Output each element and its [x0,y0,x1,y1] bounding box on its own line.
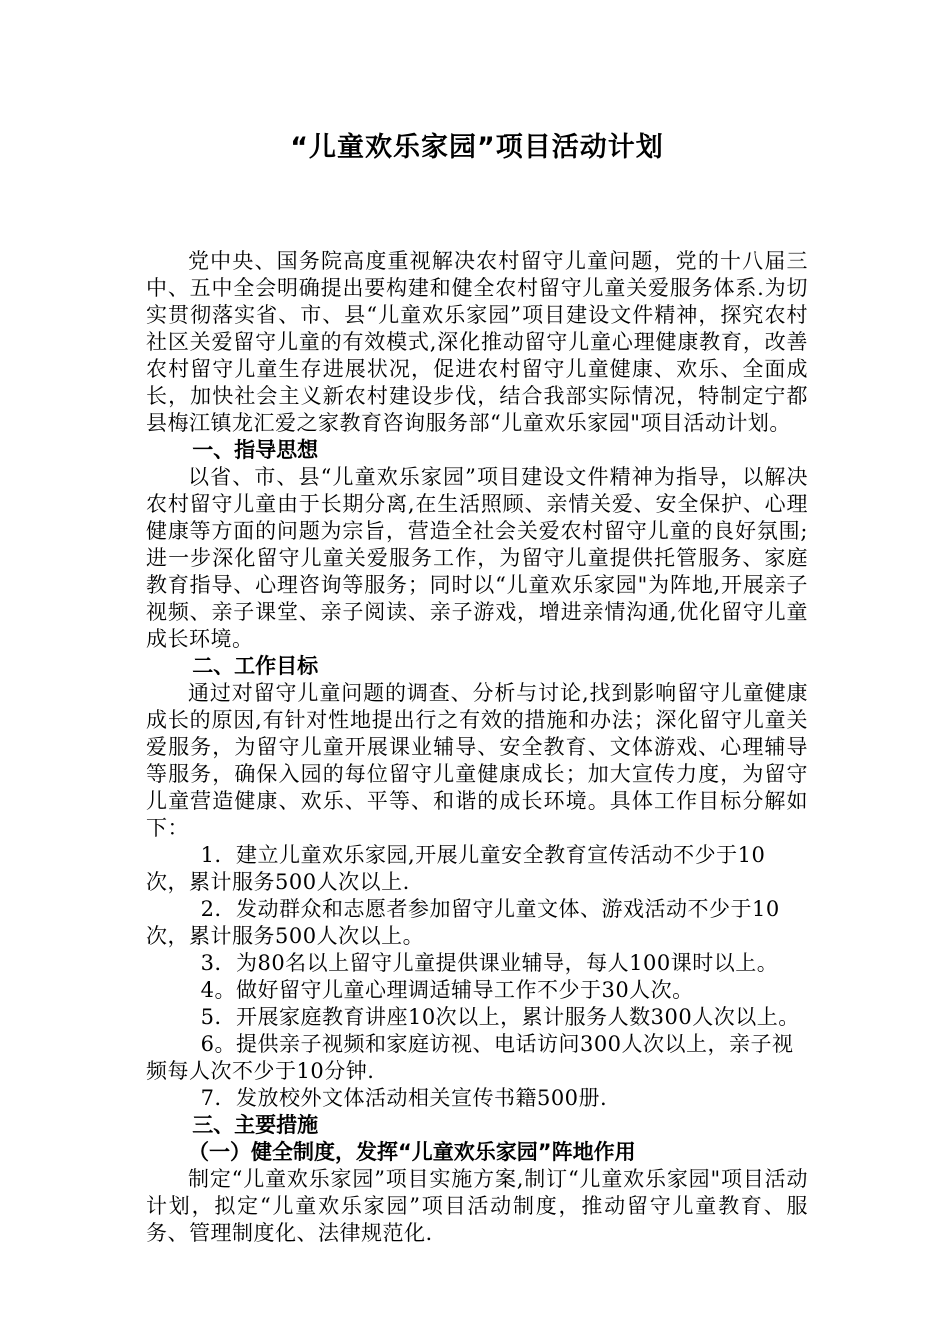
section-heading-main-measures: 三、主要措施 [192,1113,319,1137]
section-heading-work-goals: 二、工作目标 [192,654,319,678]
document-page [146,128,808,1247]
goal-item: 3．为80名以上留守儿童提供课业辅导，每人100课时以上。 [200,951,779,975]
section-body-work-goals: 通过对留守儿童问题的调查、分析与讨论,找到影响留守儿童健康成长的原因,有针对性地提出行之有效的措施和办法；深化留守儿童关爱服务，为留守儿童开展课业辅导、安全教育、文体游戏、心理辅导等服务，确保入园的每位留守儿童健康成长；加大宣传力度，为留守儿童营造健康、欢乐、平等、和谐的成长环境。具体工作目标分解如下： [146,681,808,840]
document-title: “儿童欢乐家园”项目活动计划 [290,132,664,163]
goal-item: 6。提供亲子视频和家庭访视、电话访问300人次以上，亲子视频每人次不少于10分钟. [146,1032,794,1083]
subsection-body-system: 制定“儿童欢乐家园”项目实施方案,制订“儿童欢乐家园"项目活动计划，拟定“儿童欢乐家园”项目活动制度，推动留守儿童教育、服务、管理制度化、法律规范化. [146,1167,808,1245]
goal-item: 2．发动群众和志愿者参加留守儿童文体、游戏活动不少于10次，累计服务500人次以上。 [146,897,780,948]
goal-item: 5．开展家庭教育讲座10次以上，累计服务人数300人次以上。 [200,1005,800,1029]
section-body-guiding-ideology: 以省、市、县“儿童欢乐家园”项目建设文件精神为指导，以解决农村留守儿童由于长期分离,在生活照顾、亲情关爱、安全保护、心理健康等方面的问题为宗旨，营造全社会关爱农村留守儿童的良好氛围;进一步深化留守儿童关爱服务工作，为留守儿童提供托管服务、家庭教育指导、心理咨询等服务；同时以“儿童欢乐家园"为阵地,开展亲子视频、亲子课堂、亲子阅读、亲子游戏，增进亲情沟通,优化留守儿童成长环境。 [146,465,808,651]
section-heading-guiding-ideology: 一、指导思想 [192,438,319,462]
intro-paragraph: 党中央、国务院高度重视解决农村留守儿童问题，党的十八届三中、五中全会明确提出要构建和健全农村留守儿童关爱服务体系.为切实贯彻落实省、市、县“儿童欢乐家园”项目建设文件精神，探究农村社区关爱留守儿童的有效模式,深化推动留守儿童心理健康教育，改善农村留守儿童生存进展状况，促进农村留守儿童健康、欢乐、全面成长，加快社会主义新农村建设步伐，结合我部实际情况，特制定宁都县梅江镇龙汇爱之家教育咨询服务部“儿童欢乐家园"项目活动计划。 [146,249,808,435]
goal-item: 7．发放校外文体活动相关宣传书籍500册. [200,1086,608,1110]
subsection-heading-system: （一）健全制度，发挥“儿童欢乐家园”阵地作用 [188,1140,636,1164]
goal-item: 4。做好留守儿童心理调适辅导工作不少于30人次。 [200,978,694,1002]
goal-item: 1．建立儿童欢乐家园,开展儿童安全教育宣传活动不少于10次，累计服务500人次以上. [146,843,766,894]
